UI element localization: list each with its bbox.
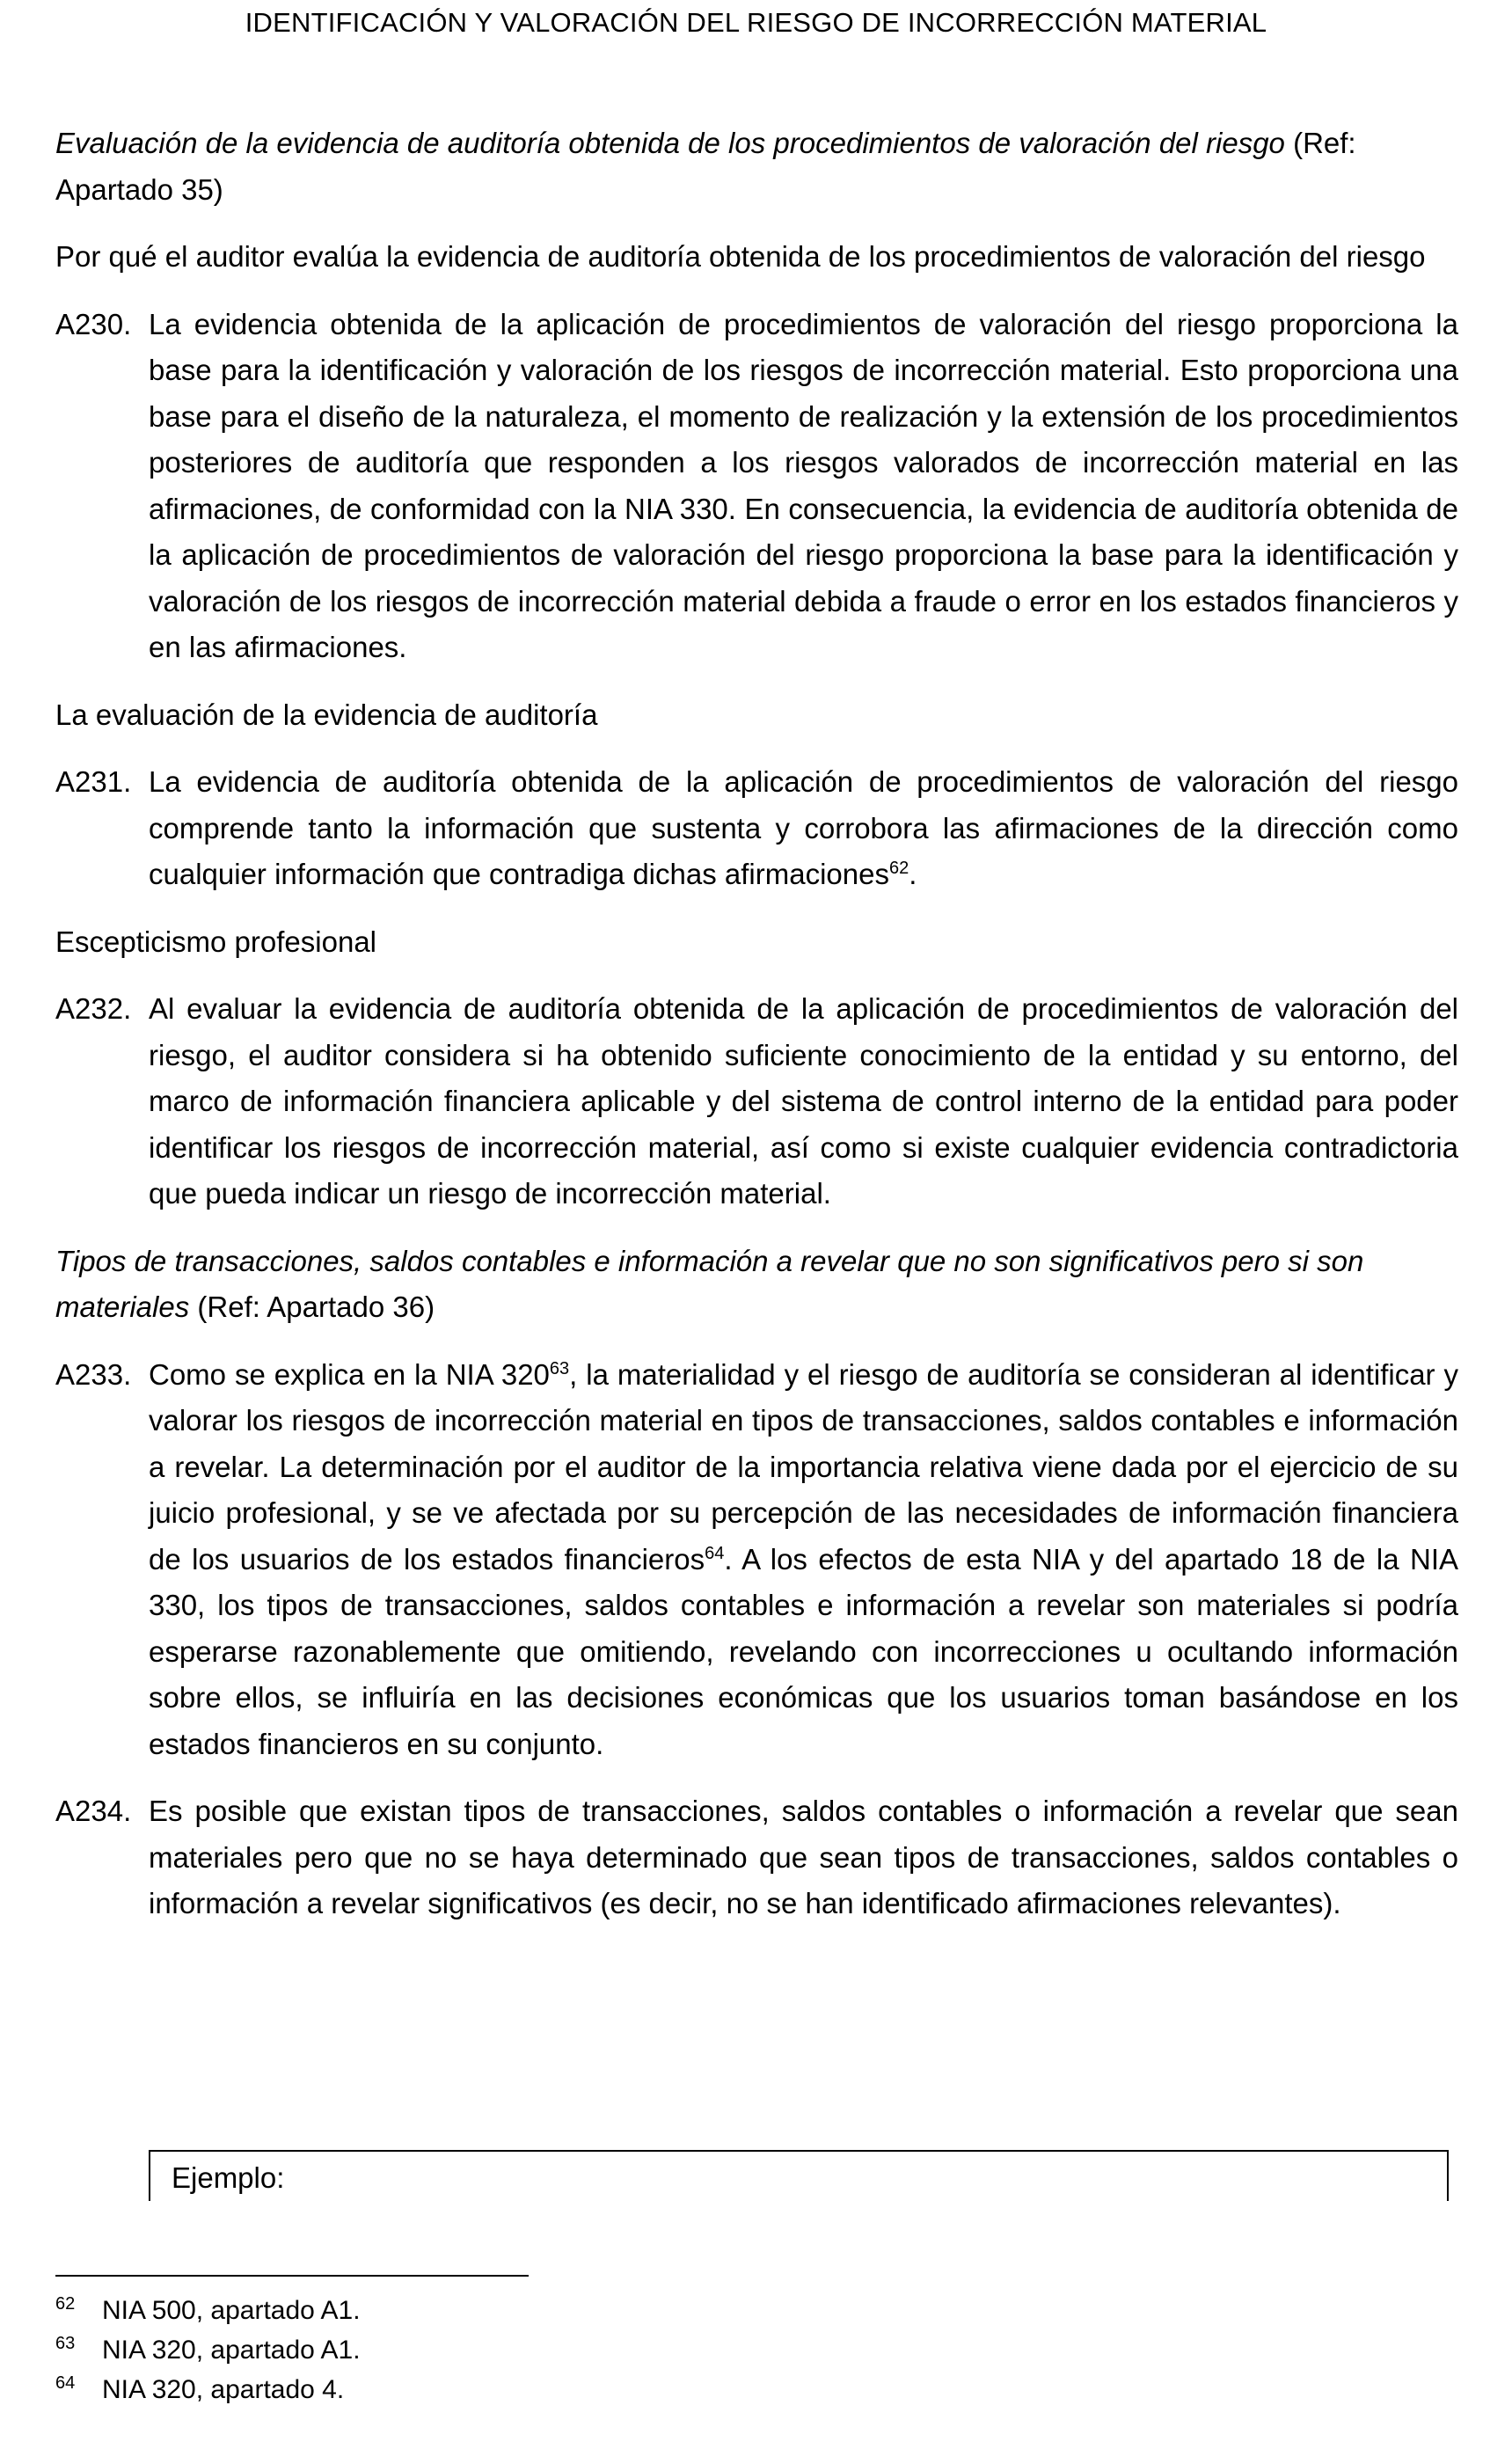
paragraph-text: Es posible que existan tipos de transacciones, saldos contables o información a revelar que sean materiales pero que no se haya determinado que sean tipos de transacciones, saldos contables o información a revelar significativos (es decir, no se han identificado afirmaciones relevantes). [149,1795,1458,1919]
paragraph-a230 [55,302,1458,671]
section-heading-types [55,1239,1458,1331]
footnote-ref-63[interactable]: 63 [549,1358,570,1378]
paragraph-number: A231. [55,765,132,798]
footnote-64 [55,2370,361,2409]
section-heading-evaluation [55,121,1458,213]
paragraph-a233 [55,1352,1458,1768]
footnote-divider [55,2275,529,2277]
footnote-ref-62[interactable]: 62 [888,859,909,878]
section-title: Evaluación de la evidencia de auditoría obtenida de los procedimientos de valoración del riesgo [55,127,1285,159]
section-title: Tipos de transacciones, saldos contables e información a revelar que no son significativos pero si son materiales [55,1244,1364,1323]
paragraph-number: A230. [55,307,132,340]
subheading-skepticism: Escepticismo profesional [55,925,376,958]
paragraph-a234 [55,1788,1458,1927]
footnotes [55,2291,361,2409]
example-label: Ejemplo: [172,2161,285,2194]
paragraph-text: La evidencia obtenida de la aplicación de procedimientos de valoración del riesgo proporciona la base para la identificación y valoración de los riesgos de incorrección material. Esto proporciona una base para el diseño de la naturaleza, el momento de realización y la extensión de los procedimientos posteriores de auditoría que responden a los riesgos valorados de incorrección material en las afirmaciones, de conformidad con la NIA 330. En consecuencia, la evidencia de auditoría obtenida de la aplicación de procedimientos de valoración del riesgo proporciona la base para la identificación y valoración de los riesgos de incorrección material debida a fraude o error en los estados financieros y en las afirmaciones. [149,307,1458,663]
subheading-why: Por qué el auditor evalúa la evidencia de auditoría obtenida de los procedimientos de valoración del riesgo [55,240,1426,273]
running-header: IDENTIFICACIÓN Y VALORACIÓN DEL RIESGO DE INCORRECCIÓN MATERIAL [245,7,1267,38]
paragraph-text [149,759,1458,898]
paragraph-text-part2: , la materialidad y el riesgo de auditoría se consideran al identificar y valorar los riesgos de incorrección material en tipos de transacciones, saldos contables e información a revelar. La determinación por el auditor de la importancia relativa viene dada por el ejercicio de su juicio profesional, y se ve afectada por su percepción de las necesidades de información financiera de los usuarios de los estados financieros [149,1357,1458,1576]
example-box [149,2150,1449,2201]
footnote-number: 64 [55,2373,76,2393]
footnote-number: 63 [55,2334,76,2353]
subheading-evaluation: La evaluación de la evidencia de auditoría [55,698,598,731]
section-reference: (Ref: Apartado 35) [55,127,1356,206]
section-reference: (Ref: Apartado 36) [197,1290,435,1323]
footnote-63 [55,2330,361,2370]
paragraph-text-end: . [909,858,917,890]
footnote-62 [55,2291,361,2330]
footnote-text: NIA 500, apartado A1. [102,2296,361,2325]
paragraph-text: Al evaluar la evidencia de auditoría obtenida de la aplicación de procedimientos de valoración del riesgo, el auditor considera si ha obtenido suficiente conocimiento de la entidad y su entorno, del marco de información financiera aplicable y del sistema de control interno de la entidad para poder identificar los riesgos de incorrección material, así como si existe cualquier evidencia contradictoria que pueda indicar un riesgo de incorrección material. [149,992,1458,1210]
footnote-text: NIA 320, apartado A1. [102,2336,361,2365]
paragraph-number: A234. [55,1795,132,1827]
footnote-ref-64[interactable]: 64 [705,1543,725,1563]
footnote-text: NIA 320, apartado 4. [102,2375,345,2404]
page-body [55,121,1458,1927]
paragraph-text [149,1352,1458,1768]
paragraph-number: A232. [55,992,132,1025]
paragraph-text-body: La evidencia de auditoría obtenida de la aplicación de procedimientos de valoración del riesgo comprende tanto la información que sustenta y corrobora las afirmaciones de la dirección como cualquier información que contradiga dichas afirmaciones [149,765,1458,890]
paragraph-text-part3: . A los efectos de esta NIA y del apartado 18 de la NIA 330, los tipos de transacciones, saldos contables e información a revelar son materiales si podría esperarse razonablemente que omitiendo, revelando con incorrecciones u ocultando información sobre ellos, se influiría en las decisiones económicas que los usuarios toman basándose en los estados financieros en su conjunto. [149,1542,1459,1760]
paragraph-a232 [55,986,1458,1217]
footnote-number: 62 [55,2294,76,2314]
paragraph-a231 [55,759,1458,898]
paragraph-text-part1: Como se explica en la NIA 320 [149,1357,550,1391]
paragraph-number: A233. [55,1357,132,1391]
